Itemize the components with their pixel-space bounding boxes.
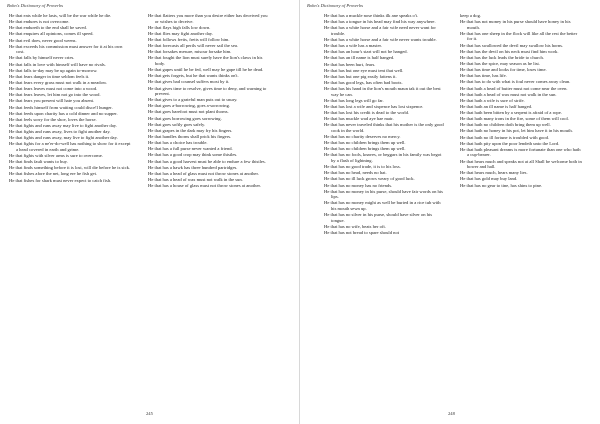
running-head: Bohn's Dictionary of Proverbs (307, 3, 364, 8)
proverb-entry: He that gives time to resolve, gives time to deny, and warning to prevent. (148, 85, 267, 97)
proverb-entry: He that has one sheep in the flock will like all the rest the better for it. (460, 30, 578, 42)
proverb-entry: He that fears leaves must not come into a wood. (9, 86, 98, 92)
proverb-entry: He that has no money in his purse, should have fair words on his lips. (324, 188, 443, 200)
proverb-entry: He that has a good crop may think some thistles. (148, 152, 238, 158)
proverb-entry: He that hath an ill name is half hanged. (460, 103, 533, 109)
proverb-entry: He that has the luck leads the bride to church. (460, 54, 544, 60)
proverb-entry: He that grapes in the dark may fry his fingers. (148, 127, 233, 133)
proverb-entry: He that goes softly goes safely. (148, 121, 206, 127)
proverb-entry: He that has to do with what is foul never comes away clean. (460, 79, 571, 85)
running-head: Bohn's Dictionary of Proverbs (7, 3, 64, 8)
proverb-entry: He that has a house of glass must not throw stones at another. (148, 183, 261, 189)
proverb-entry: He that has a wife has a master. (324, 43, 382, 49)
proverb-entry: He that has never traveled thinks that his mother is the only good cook in the world. (324, 122, 444, 133)
proverb-entry: He that has time and looks for time, loses time. (460, 67, 547, 73)
proverb-entry: He that has but one pig easily fattens it. (324, 73, 397, 79)
proverb-entry: He that has gold may buy land. (460, 176, 518, 182)
proverb-entry: He that has not bread to spare should not (324, 229, 400, 235)
proverb-entry: He that finds something before it is lost, will die before he is sick. (9, 165, 131, 171)
proverb-entry: He that fights and runs away, may live to fight another day. (9, 135, 118, 141)
proverb-entry: He that goes borrowing goes sorrowing. (148, 115, 222, 121)
proverb-entry: He that has no gear to tine, has shins to pine. (460, 182, 543, 188)
proverb-entry: He that fights and runs away may live to fight another day. (9, 122, 117, 128)
left-column (9, 13, 131, 184)
proverb-entry: He that has no money has no friends. (324, 182, 393, 188)
proverb-entry: He that fights for a ne'er-do-well has nothing to show for it except a head covered in earth and grime. (9, 141, 131, 152)
proverb-entry: He that has no fools, knaves, or beggars in his family was begot by a flash of lightning. (324, 152, 442, 163)
proverb-entry: He that flies may fight another day. (148, 30, 213, 36)
proverb-entry: He that has a head of wax must not walk in the sun. (148, 177, 243, 183)
page-number: 248 (448, 411, 455, 416)
proverb-entry: He that hath pity upon the poor lendeth unto the Lord. (460, 140, 560, 146)
proverb-entry: He that feels sorry for the shoe, loves the horse. (9, 116, 97, 122)
proverb-entry: He that flatters you more than you desire either has deceived you or wishes to deceive. (148, 13, 268, 24)
proverb-entry: He that fought the lion must surely have the lion's claws in his body. (148, 55, 263, 66)
proverb-entry: He that hath been bitten by a serpent is afraid of a rope. (460, 110, 562, 116)
proverb-entry: He that feeds upon charity has a cold dinner and no supper. (9, 110, 118, 116)
proverb-entry: He that has time, has life. (460, 73, 507, 79)
proverb-entry: He that fishes for shark must never expect to catch fish. (9, 177, 112, 183)
proverb-entry: He that gives bad counsel suffers most by it. (148, 79, 230, 85)
proverb-entry: He that has no children brings them up well. (324, 146, 406, 152)
proverb-entry: He that fears danger in time seldom feels it. (9, 73, 90, 79)
proverb-entry: He that goes a-borrowing, goes a-sorrowing. (148, 103, 231, 109)
proverb-entry: He that fears leaves, let him not go into the wood. (9, 92, 101, 98)
proverb-entry: He that has good legs, has often bad boots. (324, 79, 403, 85)
proverb-entry: He that has an ill name is half hanged. (324, 55, 395, 61)
proverb-entry: He that gapes until he be fed, well may he gape till he be dead. (148, 67, 264, 73)
proverb-entry: He that has long legs will go far. (324, 97, 384, 103)
right-column (460, 13, 582, 189)
proverb-entry: He that exceeds his commission must answer for it at his own cost. (9, 43, 123, 55)
proverb-entry: keep a dog. (460, 13, 482, 18)
proverb-entry: He that has swallowed the devil may swallow his horns. (460, 42, 564, 48)
proverb-entry: He that gives to a grateful man puts out to usury. (148, 97, 238, 103)
proverb-entry: He that falls by himself never cries. (9, 55, 75, 61)
proverb-entry: He that evil does, never good weens. (9, 37, 77, 43)
right-column (148, 13, 270, 189)
proverb-entry: He that forecasts all perils will never sail the sea. (148, 43, 239, 49)
proverb-entry: He that endures is not overcome. (9, 19, 70, 25)
proverb-entry: He that has no good trade, it is to his loss. (324, 164, 401, 170)
proverb-entry: He that endureth to the end shall be saved. (9, 25, 87, 31)
proverb-entry: He that hath no honey in his pot, let him have it in his mouth. (460, 128, 573, 134)
proverb-entry: He that has a full purse never wanted a friend. (148, 146, 233, 152)
proverb-entry: He that has been hurt, fears. (324, 61, 376, 67)
proverb-entry: He that hath no ill fortune is troubled with good. (460, 134, 550, 140)
proverb-entry: He that has an hour's start will not be hanged. (324, 49, 408, 55)
proverb-entry: He that fights and runs away, lives to fight another day. (9, 129, 111, 135)
proverb-entry: He that has the spice, may season as he list. (460, 60, 540, 66)
proverb-entry: He that has a head of glass must not throw stones at another. (148, 170, 259, 176)
proverb-entry: He that hath a head of wax must not walk in the sun. (460, 91, 557, 97)
proverb-entry: He that flays high falls low down. (148, 24, 211, 30)
proverb-entry: He that has no money might as well be buried in a rice tub with his mouth sewn up. (324, 200, 441, 211)
proverb-entry: He that has a muckle nose thinks ilk ane speaks o't. (324, 13, 419, 18)
proverb-entry: He that finds fault wants to buy. (9, 159, 68, 165)
proverb-entry: He that fishes afore the net, long ere he fish get. (9, 171, 98, 177)
proverb-entry: He that follows freits, freits will follow him. (148, 36, 230, 42)
proverb-entry: He that hath many irons in the fire, some of them will cool. (460, 116, 569, 122)
proverb-entry: He that hath a head of butter must not come near the oven. (460, 85, 568, 91)
proverb-entry: He that has a tongue in his head may find his way anywhere. (324, 19, 436, 25)
proverb-entry: He that has his hand in the lion's mouth maun tak it out the best way he can. (324, 86, 441, 97)
proverb-entry: He that eats while he lasts, will be the war while he die. (9, 13, 112, 18)
proverb-entry: He that has lost his credit is dead to the world. (324, 110, 410, 116)
left-column (324, 13, 446, 236)
proverb-entry: He that goes barefoot must not plant thorns. (148, 109, 229, 115)
proverb-entry: He that falls in love with himself will have no rivals. (9, 61, 106, 67)
proverb-entry: He that has no wife, beats her oft. (324, 223, 386, 229)
proverb-entry: He that gets forgets, but he that wants thinks on't. (148, 73, 239, 79)
proverb-entry: He that falls to-day may be up again to-morrow. (9, 67, 98, 73)
proverb-entry: He that enquires all opinions, comes ill speed. (9, 31, 94, 37)
proverb-entry: He that has no children brings them up well. (324, 140, 406, 146)
proverb-entry: He that fears every grass must not walk in a meadow. (9, 79, 108, 85)
proverb-entry: He that has no silver in his purse, should have silver on his tongue. (324, 212, 433, 223)
proverb-entry: He that has a white horse and a fair wife never wants trouble. (324, 36, 437, 42)
proverb-entry: He that hath a wife is sure of strife. (460, 97, 525, 103)
proverb-entry: He that hears much and speaks not at all Shall be welcome both in bower and hall. (460, 158, 582, 170)
proverb-entry: He that has the devil on his neck must find him work. (460, 48, 559, 54)
right-page (300, 0, 600, 424)
proverb-entry: He that has no head, needs no hat. (324, 170, 387, 176)
proverb-entry: He that hath pleasant dreams is more fortunate than one who hath a cup-bearer. (460, 146, 581, 158)
proverb-entry: He that has a good harvest must be able to endure a few thistles. (148, 158, 266, 164)
proverb-entry: He that has no ill luck grows weary of good luck. (324, 176, 415, 182)
proverb-entry: He that has a choice has trouble. (148, 140, 208, 146)
proverb-entry: He that forsakes mesure, misour forsake him. (148, 49, 232, 55)
proverb-entry: He that fights with silver arms is sure to overcome. (9, 153, 103, 159)
proverb-entry: He that has lost a wife and sixpence has lost sixpence. (324, 103, 424, 109)
proverb-entry: He that has a white horse and a fair wife need never want for trouble. (324, 25, 436, 36)
proverb-entry: He that has but one eye must tent that well. (324, 67, 404, 73)
proverb-entry: He that has no charity deserves no mercy. (324, 134, 401, 140)
proverb-entry: He that feeds himself from waiting could disce!l hunger. (9, 104, 113, 110)
proverb-entry: He that has muckle wad aye hae mair. (324, 116, 394, 122)
proverb-entry: He that fears you present will hate you absent. (9, 98, 95, 104)
proverb-entry: He that handles thorns shall prick his fingers. (148, 134, 232, 140)
proverb-entry: He that hears much, hears many lies. (460, 170, 528, 176)
proverb-entry: He that has not money in his purse should have honey in his mouth. (460, 19, 571, 30)
page-number: 245 (146, 411, 153, 416)
proverb-entry: He that hath no children doth bring them up well. (460, 122, 551, 128)
proverb-entry: He that has a hawk has three hundred partridges. (148, 164, 238, 170)
